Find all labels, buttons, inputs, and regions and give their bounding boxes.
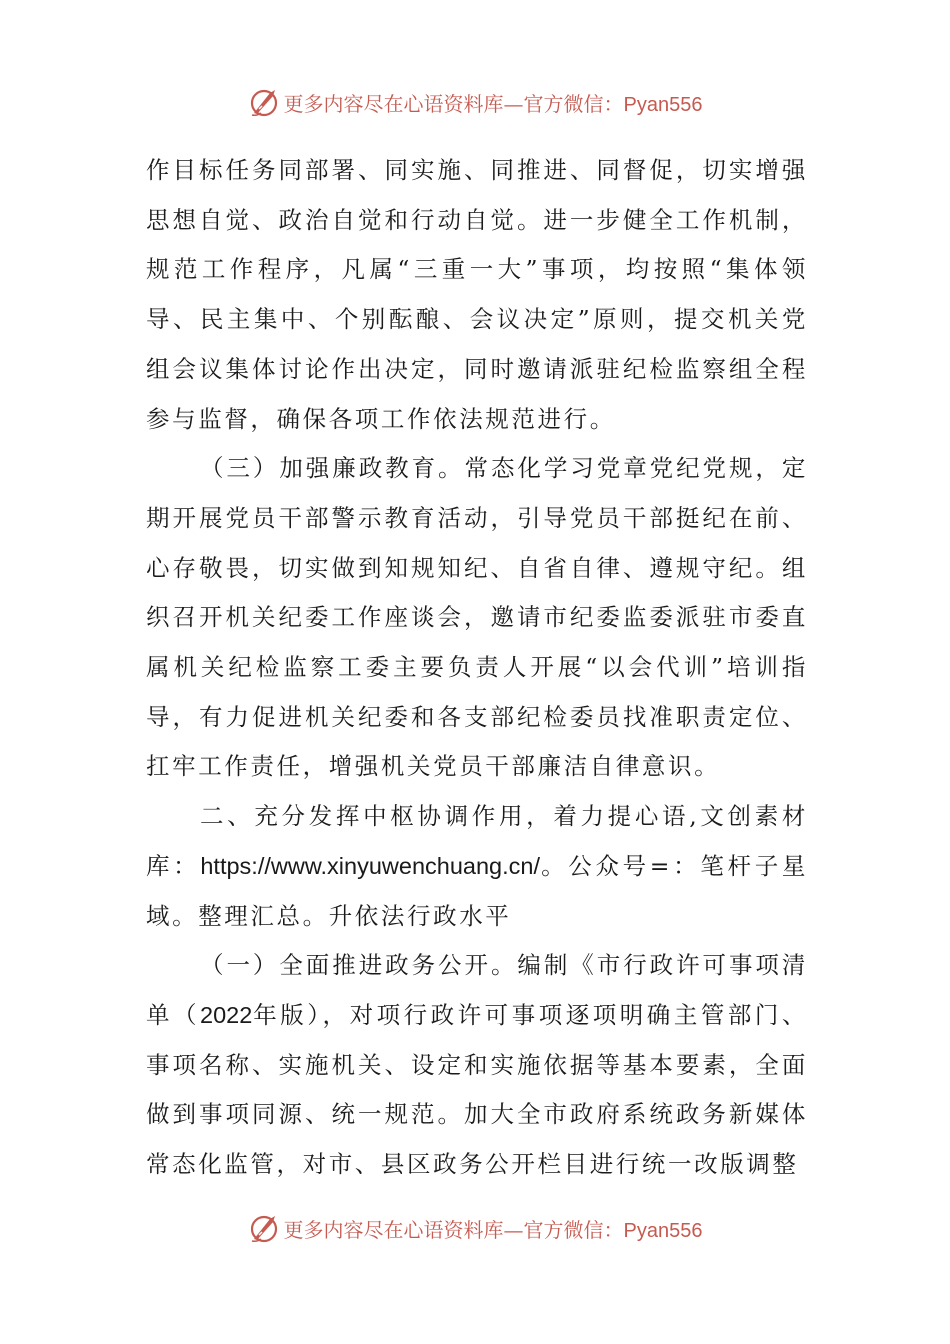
- banner-text: [284, 88, 703, 117]
- paragraph: [146, 941, 808, 1190]
- paragraph-text-cont: 年版），对项行政许可事项逐项明确主管部门、事项名称、实施机关、设定和实施依据等基本要素，全面做到事项同源、统一规范。加大全市政府系统政务新媒体常态化监管，对市、县区政务公开栏目进行统一改版调整: [146, 1000, 808, 1179]
- website-url: https://www.xinyuwenchuang.cn/: [200, 852, 540, 879]
- paragraph: 作目标任务同部署、同实施、同推进、同督促，切实增强思想自觉、政治自觉和行动自觉。进一步健全工作机制，规范工作程序，凡属“三重一大”事项，均按照“集体领导、民主集中、个别酝酿、会议决定”原则，提交机关党组会议集体讨论作出决定，同时邀请派驻纪检监察组全程参与监督，确保各项工作依法规范进行。: [146, 156, 808, 433]
- pen-logo-icon: [248, 1211, 282, 1245]
- paragraph: [146, 792, 808, 941]
- banner-wechat-id: Pyan556: [623, 1219, 703, 1242]
- section-heading-text: 二、充分发挥中枢协调作用，着力提心语,文创素材库：: [146, 802, 808, 880]
- banner-slogan: 更多内容尽在心语资料库—官方微信：: [283, 91, 624, 116]
- banner-text: [284, 1214, 703, 1243]
- year-number: 2022: [200, 1001, 253, 1028]
- pen-logo-icon: [248, 85, 282, 119]
- banner-slogan: 更多内容尽在心语资料库—官方微信：: [283, 1217, 624, 1242]
- paragraph-text: （一）全面推进政务公开。编制《市行政许可事项清单（: [146, 951, 808, 1029]
- banner-wechat-id: Pyan556: [623, 93, 703, 116]
- document-body: [146, 146, 808, 1190]
- section-heading-text-cont: 。公众号=：笔杆子星域。整理汇总。升依法行政水平: [146, 851, 808, 930]
- footer-banner: [0, 1208, 950, 1248]
- header-banner: [0, 82, 950, 122]
- paragraph: （三）加强廉政教育。常态化学习党章党纪党规，定期开展党员干部警示教育活动，引导党员干部挺纪在前、心存敬畏，切实做到知规知纪、自省自律、遵规守纪。组织召开机关纪委工作座谈会，邀请市纪委监委派驻市委直属机关纪检监察工委主要负责人开展“以会代训”培训指导，有力促进机关纪委和各支部纪检委员找准职责定位、扛牢工作责任，增强机关党员干部廉洁自律意识。: [146, 454, 808, 781]
